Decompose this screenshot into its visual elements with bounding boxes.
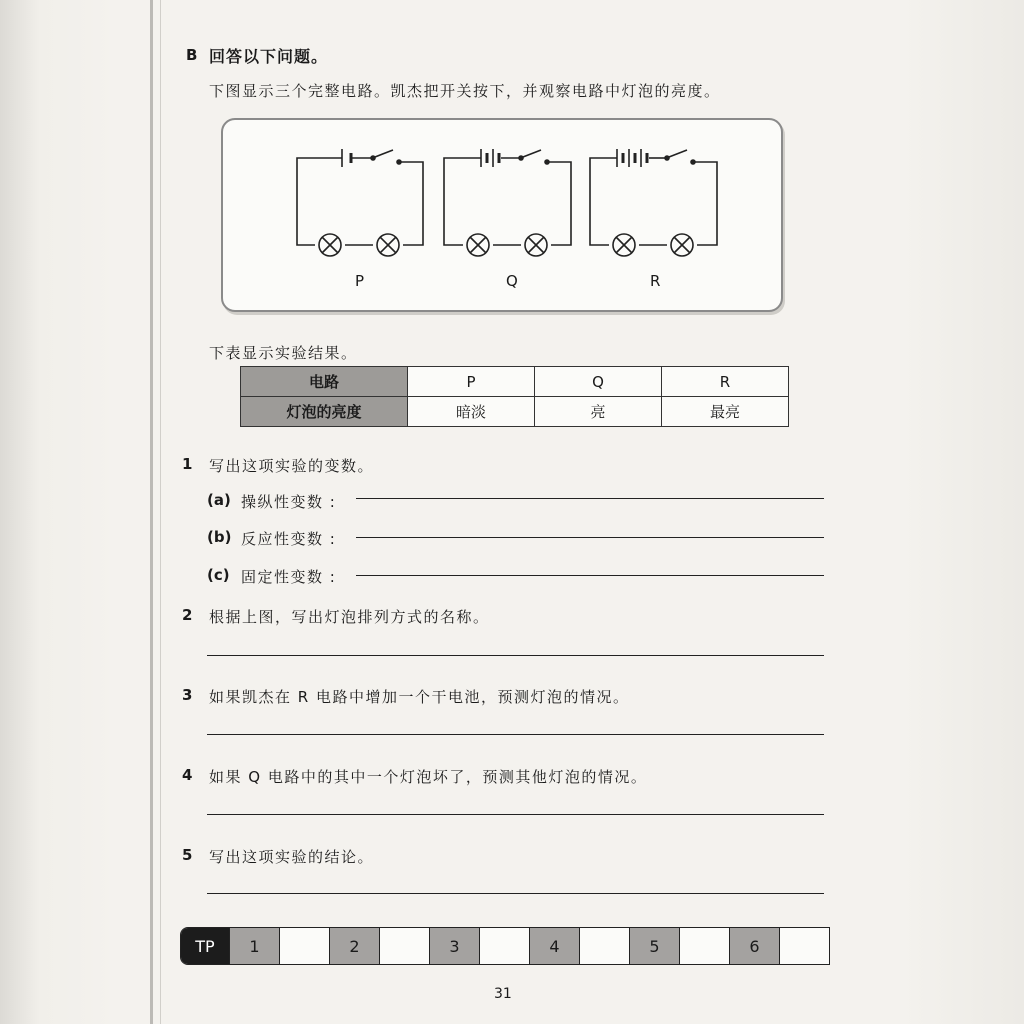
question-1c-text: 固定性变数 : [241, 568, 337, 586]
question-1a-text: 操纵性变数 : [241, 493, 337, 511]
table-header-brightness: 灯泡的亮度 [241, 397, 408, 427]
page-spine [150, 0, 153, 1024]
page-spine-edge [160, 0, 161, 1024]
question-1b-text: 反应性变数 : [241, 530, 337, 548]
question-2-text: 根据上图，写出灯泡排列方式的名称。 [209, 608, 490, 626]
tp-level-2-box[interactable] [379, 928, 429, 964]
circuit-label-r: R [650, 272, 661, 290]
tp-level-4[interactable]: 4 [529, 928, 579, 964]
tp-level-3[interactable]: 3 [429, 928, 479, 964]
table-cell: P [408, 367, 535, 397]
intro-text: 下图显示三个完整电路。凯杰把开关按下，并观察电路中灯泡的亮度。 [209, 82, 721, 100]
question-5-text: 写出这项实验的结论。 [209, 848, 375, 866]
table-cell: Q [535, 367, 662, 397]
section-title: 回答以下问题。 [209, 47, 329, 66]
page-number: 31 [494, 986, 512, 1002]
table-row [241, 367, 789, 397]
question-2-number: 2 [182, 606, 193, 624]
table-intro: 下表显示实验结果。 [209, 344, 358, 362]
question-1c-label: (c) [207, 566, 230, 584]
circuit-label-p: P [355, 272, 365, 290]
question-4-text: 如果 Q 电路中的其中一个灯泡坏了，预测其他灯泡的情况。 [209, 768, 648, 786]
table-cell: 最亮 [662, 397, 789, 427]
table-cell: 暗淡 [408, 397, 535, 427]
table-row [241, 397, 789, 427]
tp-level-4-box[interactable] [579, 928, 629, 964]
tp-level-1[interactable]: 1 [229, 928, 279, 964]
tp-level-5-box[interactable] [679, 928, 729, 964]
table-cell: R [662, 367, 789, 397]
tp-level-6[interactable]: 6 [729, 928, 779, 964]
question-5-number: 5 [182, 846, 193, 864]
answer-line-1b[interactable] [356, 537, 824, 538]
section-letter: B [186, 46, 198, 64]
question-1a-label: (a) [207, 491, 231, 509]
results-table [240, 366, 789, 427]
answer-line-1c[interactable] [356, 575, 824, 576]
tp-level-6-box[interactable] [779, 928, 829, 964]
table-header-circuit: 电路 [241, 367, 408, 397]
circuit-diagram [221, 118, 783, 312]
circuit-q [444, 149, 571, 256]
question-1b-label: (b) [207, 528, 232, 546]
question-1-text: 写出这项实验的变数。 [209, 457, 375, 475]
answer-line-4[interactable] [207, 814, 824, 815]
question-1-number: 1 [182, 455, 193, 473]
question-3-number: 3 [182, 686, 193, 704]
tp-level-3-box[interactable] [479, 928, 529, 964]
tp-label: TP [181, 928, 229, 964]
answer-line-1a[interactable] [356, 498, 824, 499]
question-3-text: 如果凯杰在 R 电路中增加一个干电池，预测灯泡的情况。 [209, 688, 630, 706]
circuit-p [297, 149, 423, 256]
tp-level-1-box[interactable] [279, 928, 329, 964]
tp-level-5[interactable]: 5 [629, 928, 679, 964]
answer-line-5[interactable] [207, 893, 824, 894]
table-cell: 亮 [535, 397, 662, 427]
answer-line-2[interactable] [207, 655, 824, 656]
circuit-drawing [223, 120, 781, 310]
answer-line-3[interactable] [207, 734, 824, 735]
circuit-r [590, 149, 717, 256]
circuit-label-q: Q [506, 272, 518, 290]
question-4-number: 4 [182, 766, 193, 784]
tp-level-bar [180, 927, 830, 965]
tp-level-2[interactable]: 2 [329, 928, 379, 964]
